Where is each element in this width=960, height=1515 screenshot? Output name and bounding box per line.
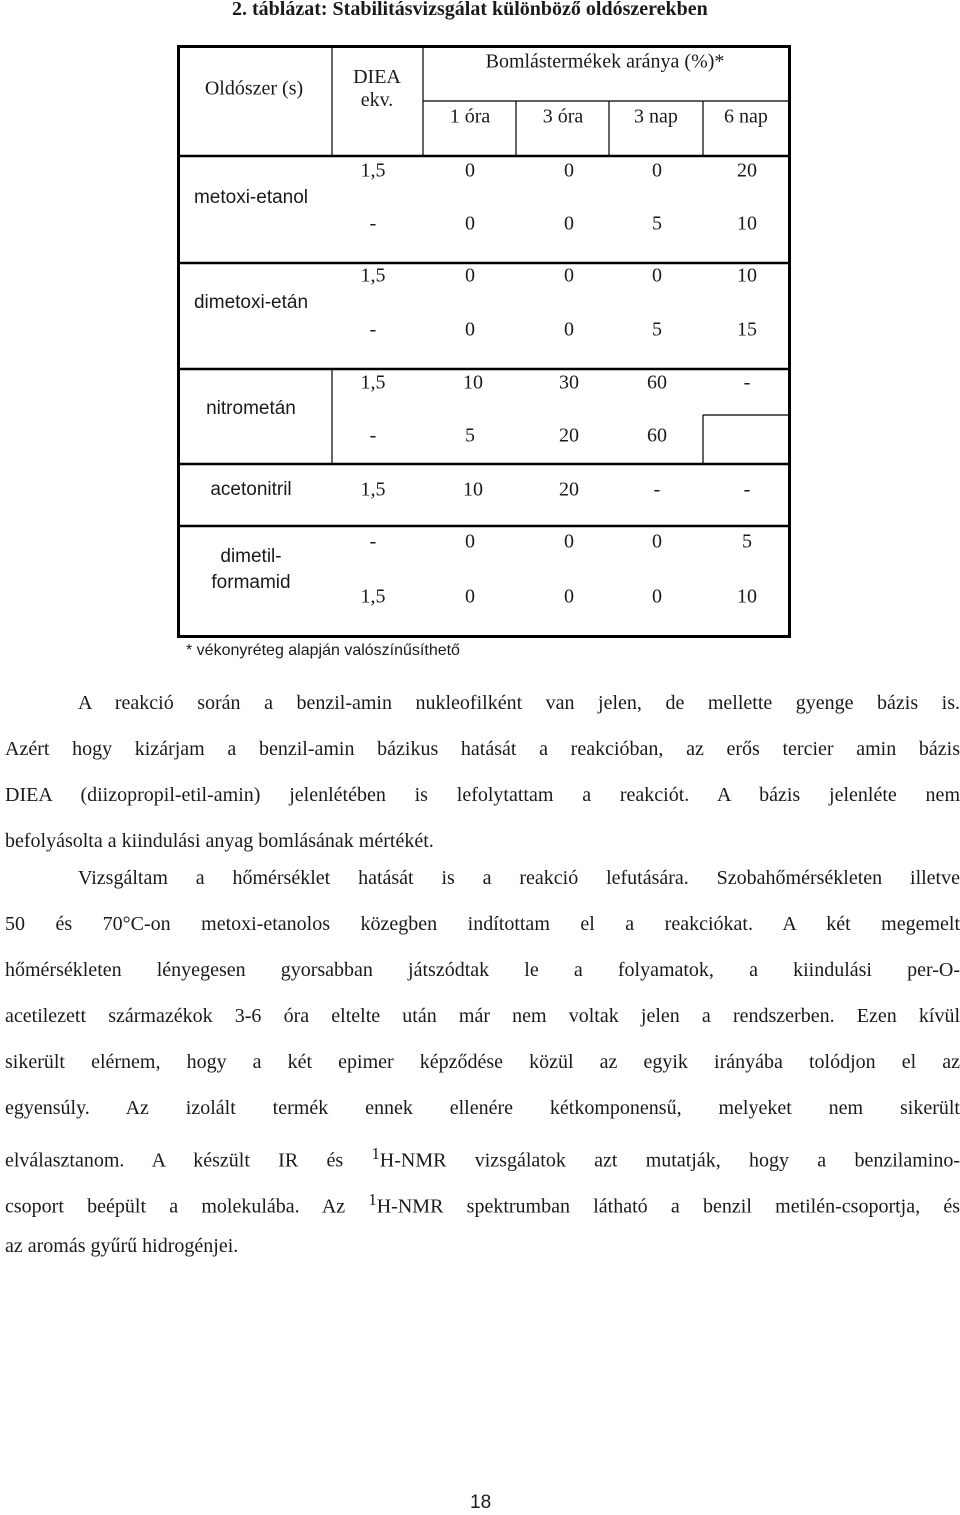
table-cell: 20 xyxy=(559,478,579,501)
text-line xyxy=(5,1177,960,1223)
table-cell: 5 xyxy=(652,212,662,235)
table-cell: 1,5 xyxy=(360,159,386,182)
text-line: DIEA (diizopropil-etil-amin) jelenlétében is lefolytattam a reakciót. A bázis jelenléte nem xyxy=(5,784,960,806)
header-time-6d: 6 nap xyxy=(724,105,768,128)
table-cell: 5 xyxy=(465,424,475,447)
table-cell: 10 xyxy=(737,212,757,235)
solvent-label: nitrometán xyxy=(206,398,296,420)
table-cell: 0 xyxy=(564,585,574,608)
text-line: Vizsgáltam a hőmérséklet hatását is a reakció lefutására. Szobahőmérsékleten illetve xyxy=(78,867,960,889)
table-cell: 10 xyxy=(463,478,483,501)
table-footnote: * vékonyréteg alapján valószínűsíthető xyxy=(186,642,460,659)
table-cell: 0 xyxy=(465,585,475,608)
table-cell: - xyxy=(369,530,377,553)
table-cell: 15 xyxy=(737,318,757,341)
header-solvent: Oldószer (s) xyxy=(204,77,304,100)
table-cell: 60 xyxy=(647,371,667,394)
table-cell: 0 xyxy=(652,264,662,287)
table-cell: - xyxy=(369,318,377,341)
table-cell: 20 xyxy=(737,159,757,182)
text-line xyxy=(5,1131,960,1177)
text-line: befolyásolta a kiindulási anyag bomlásának mértékét. xyxy=(5,830,434,852)
text-segment: elválasztanom. A készült IR és xyxy=(5,1149,372,1172)
solvent-label: acetonitril xyxy=(210,479,292,501)
solvent-label: dimetoxi-etán xyxy=(193,292,309,314)
stability-table xyxy=(177,45,791,638)
text-line: 50 és 70°C-on metoxi-etanolos közegben indítottam el a reakciókat. A két megemelt xyxy=(5,913,960,935)
table-cell: 0 xyxy=(652,530,662,553)
table-cell: 10 xyxy=(737,264,757,287)
table-cell: 1,5 xyxy=(360,585,386,608)
text-line: sikerült elérnem, hogy a két epimer képződése közül az egyik irányába tolódjon el az xyxy=(5,1051,960,1073)
page-number: 18 xyxy=(470,1492,492,1513)
table-cell: - xyxy=(369,212,377,235)
header-diea: DIEA ekv. xyxy=(353,66,401,111)
table-cell: 0 xyxy=(564,530,574,553)
text-line: acetilezett származékok 3-6 óra eltelte után már nem voltak jelen a rendszerben. Ezen kívül xyxy=(5,1005,960,1027)
table-cell: - xyxy=(743,371,751,394)
table-cell: 0 xyxy=(465,264,475,287)
table-cell: 0 xyxy=(465,159,475,182)
table-cell: 10 xyxy=(737,585,757,608)
table-cell: 1,5 xyxy=(360,478,386,501)
table-cell: 60 xyxy=(647,424,667,447)
table-cell: 0 xyxy=(564,159,574,182)
text-line: az aromás gyűrű hidrogénjei. xyxy=(5,1235,239,1257)
table-cell: - xyxy=(653,478,661,501)
table-cell: 30 xyxy=(559,371,579,394)
header-time-3d: 3 nap xyxy=(634,105,678,128)
table-cell: 5 xyxy=(652,318,662,341)
table-cell: 20 xyxy=(559,424,579,447)
table-cell: - xyxy=(743,478,751,501)
text-line: egyensúly. Az izolált termék ennek ellenére kétkomponensű, melyeket nem sikerült xyxy=(5,1097,960,1119)
header-time-1h: 1 óra xyxy=(449,105,491,128)
table-cell: 10 xyxy=(463,371,483,394)
table-cell: 0 xyxy=(652,585,662,608)
text-line: A reakció során a benzil-amin nukleofilként van jelen, de mellette gyenge bázis is. xyxy=(78,692,960,714)
table-cell: 0 xyxy=(465,318,475,341)
table-cell: - xyxy=(369,424,377,447)
body-paragraph-1 xyxy=(5,680,960,864)
table-cell: 0 xyxy=(465,530,475,553)
table-cell: 0 xyxy=(564,318,574,341)
table-cell: 0 xyxy=(564,212,574,235)
text-segment: H-NMR vizsgálatok azt mutatják, hogy a benzilamino- xyxy=(379,1149,960,1172)
table-cell: 0 xyxy=(652,159,662,182)
text-segment: H-NMR spektrumban látható a benzil metilén-csoportja, és xyxy=(376,1195,960,1218)
header-group: Bomlástermékek aránya (%)* xyxy=(485,50,725,73)
superscript: 1 xyxy=(368,1190,377,1209)
superscript: 1 xyxy=(371,1144,380,1163)
table-cell: 0 xyxy=(465,212,475,235)
header-time-3h: 3 óra xyxy=(542,105,584,128)
text-segment: csoport beépült a molekulába. Az xyxy=(5,1195,369,1218)
text-line: Azért hogy kizárjam a benzil-amin bázikus hatását a reakcióban, az erős tercier amin bázis xyxy=(5,738,960,760)
text-line: hőmérsékleten lényegesen gyorsabban játszódtak le a folyamatok, a kiindulási per-O- xyxy=(5,959,960,981)
table-cell: 1,5 xyxy=(360,371,386,394)
body-paragraph-2 xyxy=(5,855,960,1269)
table-caption: 2. táblázat: Stabilitásvizsgálat különböző oldószerekben xyxy=(232,0,708,20)
solvent-label: metoxi-etanol xyxy=(193,187,309,209)
table-cell: 1,5 xyxy=(360,264,386,287)
table-cell: 5 xyxy=(742,530,752,553)
solvent-label: dimetil-formamid xyxy=(211,546,291,593)
table-cell: 0 xyxy=(564,264,574,287)
